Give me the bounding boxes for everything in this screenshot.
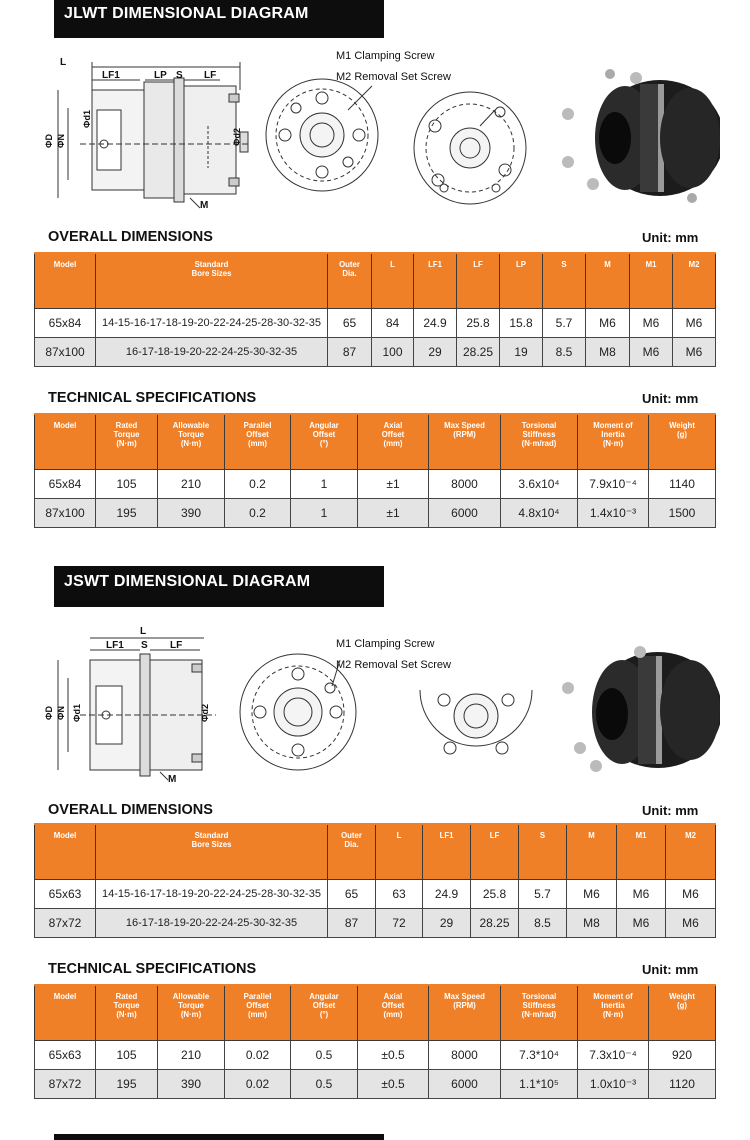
table-cell: 195: [96, 498, 158, 527]
table-cell: 1500: [649, 498, 716, 527]
next-section-banner: [54, 1134, 384, 1140]
table-cell: 0.2: [225, 469, 291, 498]
table-cell: M6: [567, 879, 617, 908]
column-header: Weight (g): [649, 985, 716, 1040]
column-header: Moment of Inertia (N·m): [578, 414, 649, 469]
table-row: [35, 908, 716, 937]
column-header: Outer Dia.: [328, 824, 376, 879]
dim-label-phi-d1: Φd1: [71, 704, 82, 722]
table-cell: 65: [328, 879, 376, 908]
table-cell: M6: [630, 308, 673, 337]
table-cell: 1140: [649, 469, 716, 498]
dim-label-s: S: [141, 640, 148, 651]
jswt-drawing: [40, 630, 720, 790]
table-cell: 14-15-16-17-18-19-20-22-24-25-28-30-32-35: [96, 879, 328, 908]
table-cell: 8.5: [543, 337, 586, 366]
table-cell: 5.7: [519, 879, 567, 908]
dim-label-lf1: LF1: [106, 640, 124, 651]
table-cell: 65x84: [35, 469, 96, 498]
column-header: Max Speed (RPM): [429, 985, 501, 1040]
jlwt-product-photo: [562, 69, 720, 203]
dim-label-phi-d2: Φd2: [231, 128, 242, 146]
table-cell: 210: [158, 469, 225, 498]
table-row: [35, 498, 716, 527]
table-cell: 87x72: [35, 908, 96, 937]
table-cell: 1: [291, 498, 358, 527]
table-cell: 1.1*10⁵: [501, 1069, 578, 1098]
table-cell: 4.8x10⁴: [501, 498, 578, 527]
jlwt-overall-unit: Unit: mm: [642, 230, 699, 245]
column-header: LF1: [414, 253, 457, 308]
table-cell: 24.9: [414, 308, 457, 337]
jlwt-diagram: [40, 50, 720, 225]
column-header: Parallel Offset (mm): [225, 414, 291, 469]
dim-label-lf1: LF1: [102, 70, 120, 81]
dim-label-l: L: [140, 626, 147, 637]
table-cell: 63: [376, 879, 423, 908]
column-header: L: [376, 824, 423, 879]
table-cell: M8: [567, 908, 617, 937]
callout-m2: M2 Removal Set Screw: [336, 659, 451, 671]
table-cell: ±1: [358, 498, 429, 527]
jswt-tech-table: [34, 984, 716, 1099]
table-cell: 16-17-18-19-20-22-24-25-30-32-35: [96, 908, 328, 937]
column-header: Axial Offset (mm): [358, 985, 429, 1040]
table-cell: 7.3x10⁻⁴: [578, 1040, 649, 1069]
table-cell: 195: [96, 1069, 158, 1098]
table-cell: 1120: [649, 1069, 716, 1098]
table-cell: 390: [158, 498, 225, 527]
column-header: Angular Offset (°): [291, 414, 358, 469]
table-cell: M6: [666, 908, 716, 937]
dim-label-lf: LF: [204, 70, 217, 81]
jlwt-tech-table: [34, 413, 716, 528]
table-cell: 25.8: [457, 308, 500, 337]
table-cell: 1: [291, 469, 358, 498]
table-cell: 14-15-16-17-18-19-20-22-24-25-28-30-32-35: [96, 308, 328, 337]
jlwt-overall-title: OVERALL DIMENSIONS: [48, 229, 213, 245]
table-cell: 105: [96, 469, 158, 498]
dim-label-phi-n: ΦN: [55, 134, 66, 148]
table-cell: 87: [328, 337, 372, 366]
dim-label-lf: LF: [170, 640, 183, 651]
table-cell: 7.3*10⁴: [501, 1040, 578, 1069]
table-cell: 29: [414, 337, 457, 366]
table-row: [35, 337, 716, 366]
dim-label-phi-d1: Φd1: [81, 110, 92, 128]
column-header: LF1: [423, 824, 471, 879]
table-cell: 84: [372, 308, 414, 337]
column-header: LP: [500, 253, 543, 308]
table-cell: 72: [376, 908, 423, 937]
table-cell: 65x63: [35, 879, 96, 908]
table-row: [35, 879, 716, 908]
table-cell: 0.02: [225, 1040, 291, 1069]
jlwt-overall-table: [34, 252, 716, 367]
column-header: M: [586, 253, 630, 308]
table-cell: 1.4x10⁻³: [578, 498, 649, 527]
table-cell: 25.8: [471, 879, 519, 908]
table-row: [35, 308, 716, 337]
table-cell: M6: [673, 308, 716, 337]
jswt-tech-unit: Unit: mm: [642, 962, 699, 977]
table-cell: 100: [372, 337, 414, 366]
dim-label-phi-d2: Φd2: [199, 704, 210, 722]
dim-label-lp: LP: [154, 70, 167, 81]
table-cell: ±1: [358, 469, 429, 498]
column-header: Axial Offset (mm): [358, 414, 429, 469]
column-header: Rated Torque (N·m): [96, 985, 158, 1040]
table-cell: 6000: [429, 1069, 501, 1098]
table-cell: ±0.5: [358, 1040, 429, 1069]
column-header: Allowable Torque (N·m): [158, 985, 225, 1040]
column-header: M2: [666, 824, 716, 879]
jswt-diagram: [40, 626, 720, 805]
table-cell: 210: [158, 1040, 225, 1069]
column-header: Allowable Torque (N·m): [158, 414, 225, 469]
column-header: Outer Dia.: [328, 253, 372, 308]
table-cell: 920: [649, 1040, 716, 1069]
dim-label-phi-d: ΦD: [43, 706, 54, 720]
column-header: Max Speed (RPM): [429, 414, 501, 469]
column-header: S: [543, 253, 586, 308]
callout-m1: M1 Clamping Screw: [336, 638, 435, 650]
table-cell: M6: [617, 879, 666, 908]
dim-label-s: S: [176, 70, 183, 81]
table-cell: 65x63: [35, 1040, 96, 1069]
callout-m1: M1 Clamping Screw: [336, 50, 435, 62]
column-header: Angular Offset (°): [291, 985, 358, 1040]
jswt-overall-unit: Unit: mm: [642, 803, 699, 818]
table-cell: 29: [423, 908, 471, 937]
table-cell: M6: [630, 337, 673, 366]
table-cell: 19: [500, 337, 543, 366]
column-header: Model: [35, 985, 96, 1040]
jlwt-banner: JLWT DIMENSIONAL DIAGRAM: [54, 0, 384, 38]
jlwt-tech-title: TECHNICAL SPECIFICATIONS: [48, 390, 257, 406]
table-cell: 87: [328, 908, 376, 937]
table-cell: 390: [158, 1069, 225, 1098]
table-cell: 8.5: [519, 908, 567, 937]
table-cell: 105: [96, 1040, 158, 1069]
table-cell: M6: [586, 308, 630, 337]
table-cell: 0.2: [225, 498, 291, 527]
table-row: [35, 1069, 716, 1098]
column-header: M1: [617, 824, 666, 879]
table-cell: 8000: [429, 469, 501, 498]
table-cell: 1.0x10⁻³: [578, 1069, 649, 1098]
jswt-banner: JSWT DIMENSIONAL DIAGRAM: [54, 566, 384, 607]
column-header: Standard Bore Sizes: [96, 253, 328, 308]
table-cell: 3.6x10⁴: [501, 469, 578, 498]
callout-m2: M2 Removal Set Screw: [336, 71, 451, 83]
table-cell: 0.02: [225, 1069, 291, 1098]
column-header: Torsional Stiffness (N·m/rad): [501, 985, 578, 1040]
dim-label-phi-d: ΦD: [43, 134, 54, 148]
column-header: M2: [673, 253, 716, 308]
column-header: Model: [35, 414, 96, 469]
jswt-product-photo: [562, 646, 720, 772]
column-header: M1: [630, 253, 673, 308]
table-cell: 87x100: [35, 337, 96, 366]
column-header: S: [519, 824, 567, 879]
table-cell: 7.9x10⁻⁴: [578, 469, 649, 498]
jswt-overall-table: [34, 823, 716, 938]
table-cell: 24.9: [423, 879, 471, 908]
table-cell: 87x72: [35, 1069, 96, 1098]
table-cell: 28.25: [471, 908, 519, 937]
table-row: [35, 469, 716, 498]
table-cell: M6: [617, 908, 666, 937]
dim-label-phi-n: ΦN: [55, 706, 66, 720]
table-cell: 0.5: [291, 1069, 358, 1098]
column-header: M: [567, 824, 617, 879]
column-header: Torsional Stiffness (N·m/rad): [501, 414, 578, 469]
column-header: LF: [457, 253, 500, 308]
table-cell: 8000: [429, 1040, 501, 1069]
column-header: Rated Torque (N·m): [96, 414, 158, 469]
table-cell: M6: [666, 879, 716, 908]
column-header: Parallel Offset (mm): [225, 985, 291, 1040]
table-cell: 28.25: [457, 337, 500, 366]
column-header: LF: [471, 824, 519, 879]
table-cell: 5.7: [543, 308, 586, 337]
column-header: L: [372, 253, 414, 308]
dim-label-m: M: [168, 774, 177, 785]
table-cell: 65x84: [35, 308, 96, 337]
jswt-overall-title: OVERALL DIMENSIONS: [48, 802, 213, 818]
column-header: Weight (g): [649, 414, 716, 469]
table-cell: 87x100: [35, 498, 96, 527]
dim-label-l: L: [60, 57, 67, 68]
table-cell: 65: [328, 308, 372, 337]
jswt-tech-title: TECHNICAL SPECIFICATIONS: [48, 961, 257, 977]
column-header: Moment of Inertia (N·m): [578, 985, 649, 1040]
column-header: Model: [35, 824, 96, 879]
table-cell: 15.8: [500, 308, 543, 337]
table-cell: 16-17-18-19-20-22-24-25-30-32-35: [96, 337, 328, 366]
table-cell: 0.5: [291, 1040, 358, 1069]
table-cell: 6000: [429, 498, 501, 527]
table-cell: ±0.5: [358, 1069, 429, 1098]
column-header: Standard Bore Sizes: [96, 824, 328, 879]
table-cell: M6: [673, 337, 716, 366]
dim-label-m: M: [200, 200, 209, 211]
table-cell: M8: [586, 337, 630, 366]
table-row: [35, 1040, 716, 1069]
column-header: Model: [35, 253, 96, 308]
jlwt-tech-unit: Unit: mm: [642, 391, 699, 406]
